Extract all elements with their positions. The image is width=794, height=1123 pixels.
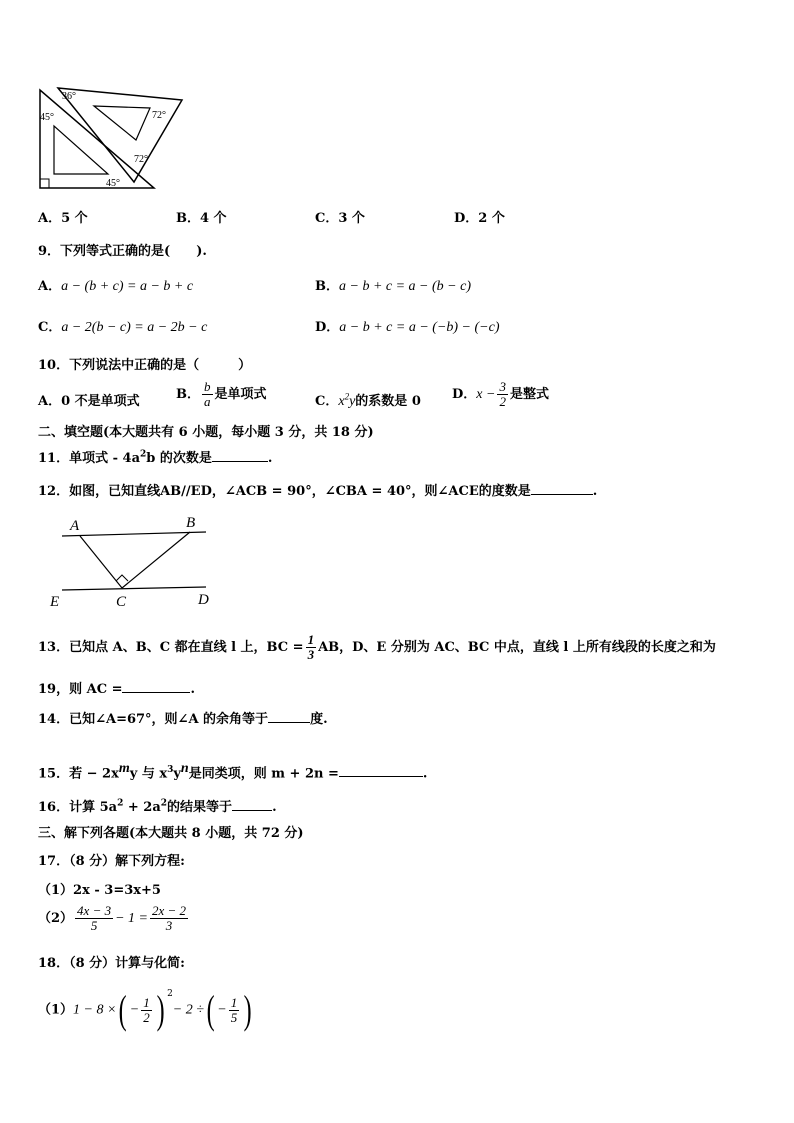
q10-stem: 10．下列说法中正确的是（ ） [38,358,252,373]
q18-part1: （1）1 − 8 ×( − $\frac{1}{2}$ ) $^2$− 2 ÷( − $\frac{1}{5}$ ) [38,987,252,1032]
q12: 12．如图，已知直线AB//ED，∠ACB = 90°，∠CBA = 40°，则∠ACE的度数是 . [38,484,598,499]
point-label: C [116,594,127,610]
q9-option-c: C．a − 2(b − c) = a − 2b − c [38,320,208,335]
angle-label: 72° [152,110,166,121]
section-2-heading: 二、填空题(本大题共有 6 小题，每小题 3 分，共 18 分) [38,425,374,440]
q10-option-b: B． $\frac{b}{a}$ 是单项式 [176,379,267,409]
q8-option-c: C．3 个 [315,211,365,226]
answer-blank[interactable] [232,798,272,811]
q14: 14．已知∠A=67°，则∠A 的余角等于 度. [38,712,328,727]
q9-option-d: D．a − b + c = a − (−b) − (−c) [315,320,500,335]
q10-option-d: D．x − $\frac{3}{2}$ 是整式 [452,379,549,409]
q10-option-c: C．$x^2y$的系数是 0 [315,391,421,409]
q13-line1: 13．已知点 A、B、C 都在直线 l 上，BC = $\frac{1}{3}$ AB，D、E 分别为 AC、BC 中点，直线 l 上所有线段的长度之和为 [38,632,716,662]
q13-line2: 19，则 AC = . [38,682,195,697]
q16: 16．计算 $5a^2 + 2a^2$的结果等于 . [38,798,277,815]
q10-option-a: A．0 不是单项式 [38,394,140,409]
q11: 11．单项式 - $4a^2b$ 的次数是 . [38,449,273,466]
q17-part1: （1）2x - 3=3x+5 [38,883,161,898]
angle-label: 45° [40,112,54,123]
angle-label: 36° [62,91,76,102]
q15: 15．若 − $2x^my$ 与 $x^3y^n$是同类项，则 m + 2n = . [38,761,428,782]
point-label: B [186,515,196,531]
section-3-heading: 三、解下列各题(本大题共 8 小题，共 72 分) [38,826,304,841]
answer-blank[interactable] [268,710,310,723]
answer-blank[interactable] [122,680,190,693]
q8-option-b: B．4 个 [176,211,227,226]
point-label: A [70,518,80,534]
q9-stem: 9．下列等式正确的是( ). [38,244,207,259]
q17-part2: （2） $\frac{4x - 3}{5}$ − 1 = $\frac{2x - 2}{3}$ [38,903,187,933]
answer-blank[interactable] [339,764,423,777]
q8-option-d: D．2 个 [454,211,505,226]
q8-option-a: A．5 个 [38,211,88,226]
answer-blank[interactable] [531,482,593,495]
angle-label: 45° [106,178,120,189]
q9-option-a: A．a − (b + c) = a − b + c [38,279,194,294]
q9-option-b: B．a − b + c = a − (b − c) [315,279,471,294]
q17-stem: 17．（8 分）解下列方程: [38,854,185,869]
q18-stem: 18．（8 分）计算与化简: [38,956,185,971]
point-label: E [50,594,60,610]
angle-label: 72° [134,154,148,165]
point-label: D [198,592,209,608]
parallel-lines-figure [44,512,224,612]
set-squares-figure [36,82,186,192]
answer-blank[interactable] [212,449,268,462]
